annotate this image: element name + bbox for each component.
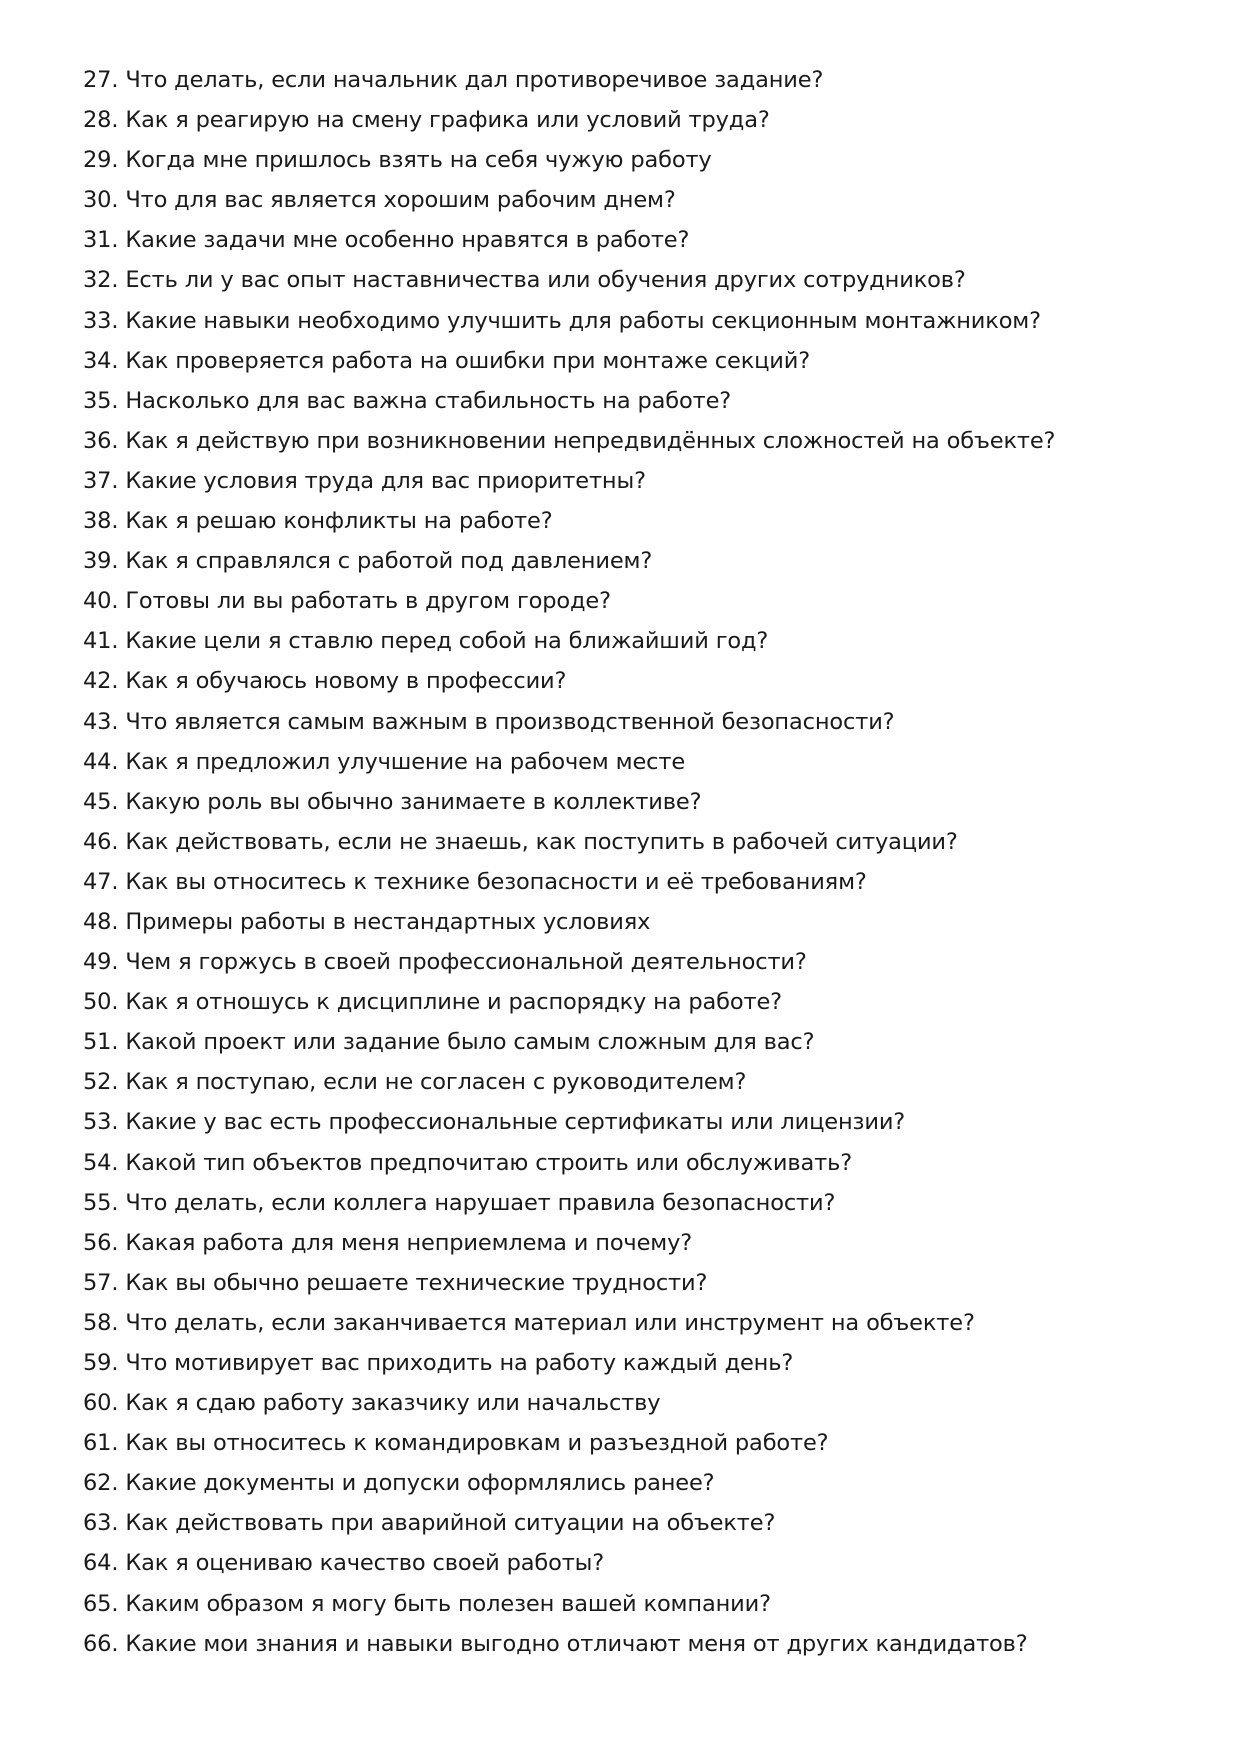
- question-item: 51. Какой проект или задание было самым сложным для вас?: [83, 1029, 815, 1056]
- question-item: 41. Какие цели я ставлю перед собой на ближайший год?: [83, 628, 769, 655]
- question-item: 46. Как действовать, если не знаешь, как поступить в рабочей ситуации?: [83, 828, 958, 855]
- question-item: 47. Как вы относитесь к технике безопасности и её требованиям?: [83, 868, 867, 895]
- question-item: 45. Какую роль вы обычно занимаете в коллективе?: [83, 788, 702, 815]
- question-item: 27. Что делать, если начальник дал противоречивое задание?: [83, 67, 824, 93]
- question-item: 35. Насколько для вас важна стабильность на работе?: [83, 387, 732, 414]
- question-item: 40. Готовы ли вы работать в другом городе?: [83, 588, 611, 615]
- question-item: 63. Как действовать при аварийной ситуации на объекте?: [83, 1510, 776, 1537]
- question-item: 59. Что мотивирует вас приходить на работу каждый день?: [83, 1350, 794, 1376]
- question-item: 31. Какие задачи мне особенно нравятся в работе?: [83, 227, 690, 254]
- question-item: 52. Как я поступаю, если не согласен с руководителем?: [83, 1069, 747, 1096]
- question-item: 36. Как я действую при возникновении непредвидённых сложностей на объекте?: [83, 427, 1056, 454]
- question-item: 43. Что является самым важным в производственной безопасности?: [83, 708, 895, 735]
- question-list: [83, 60, 1183, 1664]
- question-item: 54. Какой тип объектов предпочитаю строить или обслуживать?: [83, 1149, 853, 1176]
- question-item: 32. Есть ли у вас опыт наставничества или обучения других сотрудников?: [83, 267, 966, 294]
- question-item: 53. Какие у вас есть профессиональные сертификаты или лицензии?: [83, 1109, 906, 1136]
- question-item: 64. Как я оцениваю качество своей работы?: [83, 1550, 605, 1577]
- question-item: 37. Какие условия труда для вас приоритетны?: [83, 467, 646, 494]
- question-item: 38. Как я решаю конфликты на работе?: [83, 508, 553, 535]
- question-item: 58. Что делать, если заканчивается материал или инструмент на объекте?: [83, 1309, 975, 1336]
- question-item: 49. Чем я горжусь в своей профессиональной деятельности?: [83, 949, 807, 976]
- question-item: 56. Какая работа для меня неприемлема и почему?: [83, 1229, 693, 1256]
- question-item: 62. Какие документы и допуски оформлялись ранее?: [83, 1470, 715, 1497]
- question-item: 34. Как проверяется работа на ошибки при монтаже секций?: [83, 347, 811, 374]
- question-item: 60. Как я сдаю работу заказчику или начальству: [83, 1390, 661, 1417]
- question-item: 44. Как я предложил улучшение на рабочем месте: [83, 748, 686, 775]
- question-item: 66. Какие мои знания и навыки выгодно отличают меня от других кандидатов?: [83, 1630, 1028, 1657]
- question-item: 65. Каким образом я могу быть полезен вашей компании?: [83, 1590, 771, 1617]
- question-item: 30. Что для вас является хорошим рабочим днем?: [83, 187, 676, 214]
- question-item: 55. Что делать, если коллега нарушает правила безопасности?: [83, 1189, 836, 1216]
- question-item: 33. Какие навыки необходимо улучшить для работы секционным монтажником?: [83, 307, 1041, 334]
- question-item: 42. Как я обучаюсь новому в профессии?: [83, 668, 567, 695]
- question-item: 61. Как вы относитесь к командировкам и разъездной работе?: [83, 1430, 829, 1457]
- question-item: 39. Как я справлялся с работой под давлением?: [83, 548, 653, 575]
- question-item: 28. Как я реагирую на смену графика или условий труда?: [83, 107, 770, 134]
- question-item: 29. Когда мне пришлось взять на себя чужую работу: [83, 147, 712, 174]
- question-item: 48. Примеры работы в нестандартных условиях: [83, 908, 651, 935]
- question-item: 57. Как вы обычно решаете технические трудности?: [83, 1269, 708, 1296]
- question-item: 50. Как я отношусь к дисциплине и распорядку на работе?: [83, 989, 782, 1016]
